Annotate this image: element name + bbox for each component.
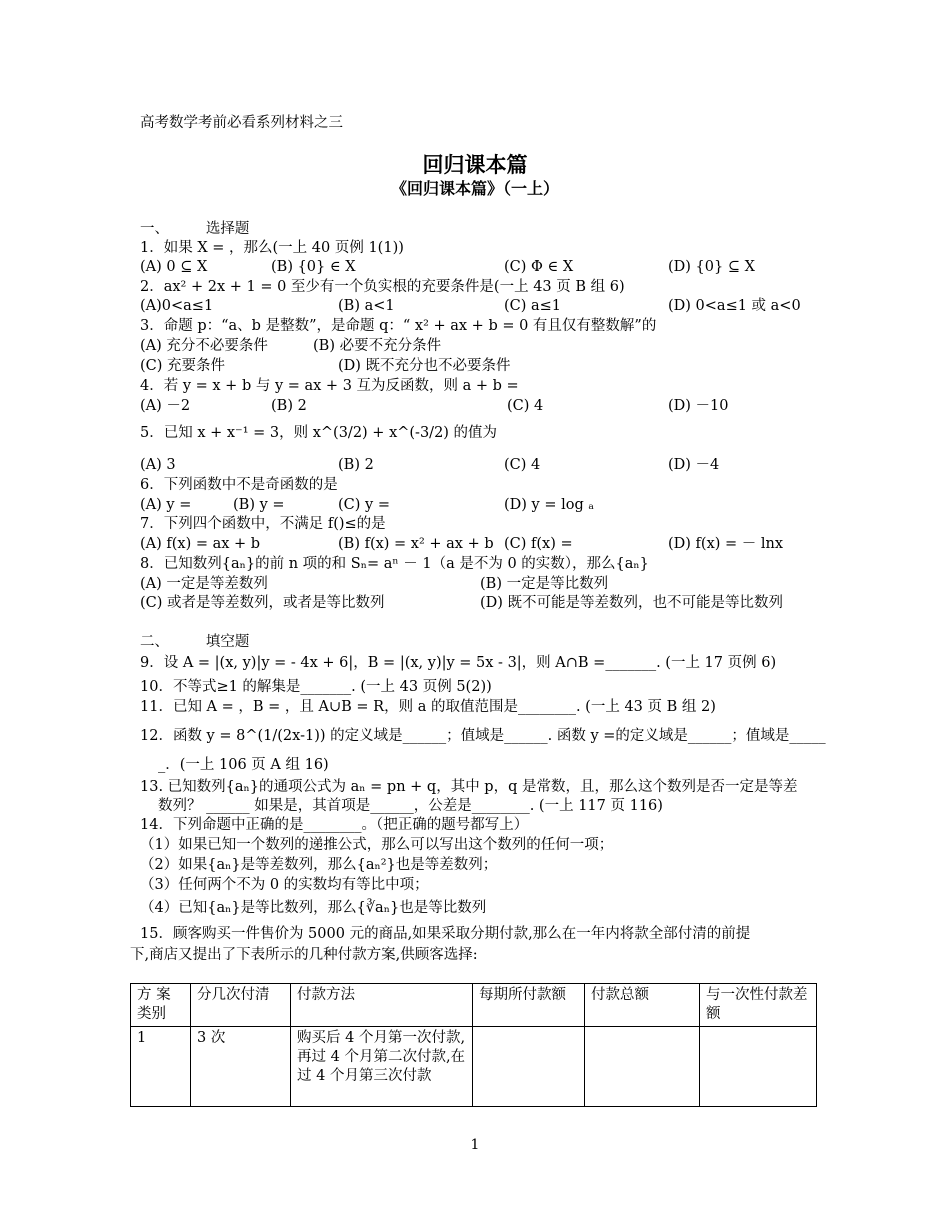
table-header-cell: 每期所付款额 — [473, 984, 585, 1027]
q5-option-b: (B) 2 — [338, 457, 374, 473]
question-12-line-1: 12．函数 y = 8^(1/(2x-1)) 的定义域是______；值域是______. 函数 y =的定义域是______；值域是_____ — [140, 728, 826, 744]
q7-option-d: (D) f(x) = － lnx — [668, 536, 784, 552]
q7-option-b: (B) f(x) = x² + ax + b — [338, 536, 494, 552]
q14-item-1: （1）如果已知一个数列的递推公式，那么可以写出这个数列的任何一项； — [140, 837, 614, 853]
q7-option-c: (C) f(x) = — [504, 536, 573, 552]
q2-option-d: (D) 0<a≤1 或 a<0 — [668, 298, 801, 314]
q2-option-b: (B) a<1 — [338, 298, 395, 314]
q14-item-4: （4）已知{aₙ}是等比数列，那么{∛aₙ}也是等比数列 — [140, 900, 487, 916]
table-header-cell: 付款总额 — [585, 984, 700, 1027]
table-cell: 1 — [131, 1027, 191, 1107]
q1-option-a: (A) 0 ⊆ X — [140, 259, 208, 275]
payment-plan-table — [130, 983, 817, 1107]
table-row — [131, 1027, 817, 1107]
q4-option-d: (D) －10 — [668, 398, 729, 414]
table-header-row — [131, 984, 817, 1027]
q6-option-a: (A) y = — [140, 497, 192, 513]
question-1: 1．如果 X = ，那么(一上 40 页例 1(1)) — [140, 240, 404, 256]
q14-item-2: （2）如果{aₙ}是等差数列，那么{aₙ²}也是等差数列； — [140, 857, 498, 873]
question-11: 11．已知 A = ，B = ，且 A∪B = R，则 a 的取值范围是________. (一上 43 页 B 组 2) — [140, 699, 716, 715]
question-14: 14．下列命题中正确的是________。（把正确的题号都写上） — [140, 817, 529, 833]
question-13-line-2: 数列？ ______ 如果是，其首项是______，公差是________. (一上 117 页 116) — [158, 798, 663, 814]
q1-option-b: (B) {0} ∈ X — [271, 259, 356, 275]
table-header-cell: 与一次性付款差额 — [700, 984, 817, 1027]
page-title: 回归课本篇 — [422, 152, 528, 177]
question-5: 5．已知 x + x⁻¹ = 3，则 x^(3/2) + x^(-3/2) 的值为 — [140, 425, 498, 441]
series-header: 高考数学考前必看系列材料之三 — [140, 115, 343, 131]
q1-option-c: (C) Φ ∈ X — [504, 259, 574, 275]
section-choice-heading: 一、 选择题 — [140, 221, 250, 237]
q3-option-d: (D) 既不充分也不必要条件 — [338, 358, 511, 374]
table-header-cell: 付款方法 — [291, 984, 473, 1027]
q5-option-a: (A) 3 — [140, 457, 176, 473]
table-header-cell: 方 案 类别 — [131, 984, 191, 1027]
q8-option-d: (D) 既不可能是等差数列，也不可能是等比数列 — [480, 595, 784, 611]
q3-option-a: (A) 充分不必要条件 — [140, 338, 268, 354]
table-cell — [700, 1027, 817, 1107]
q6-option-d: (D) y = log ₐ — [504, 497, 594, 513]
table-cell: 3 次 — [191, 1027, 291, 1107]
question-9: 9．设 A = |(x, y)|y = - 4x + 6|，B = |(x, y)|y = 5x - 3|，则 A∩B =_______. (一上 17 页例 6) — [140, 655, 777, 671]
q4-option-b: (B) 2 — [271, 398, 307, 414]
q6-option-c: (C) y = — [338, 497, 390, 513]
q14-item-3: （3）任何两个不为 0 的实数均有等比中项； — [140, 877, 429, 893]
q2-option-c: (C) a≤1 — [504, 298, 562, 314]
page-subtitle: 《回归课本篇》（一上） — [390, 179, 559, 198]
question-15-line-1: 15．顾客购买一件售价为 5000 元的商品,如果采取分期付款,那么在一年内将款全部付清的前提 — [140, 926, 751, 942]
page-number: 1 — [470, 1137, 480, 1153]
q5-option-d: (D) －4 — [668, 457, 720, 473]
q6-option-b: (B) y = — [233, 497, 285, 513]
q3-option-b: (B) 必要不充分条件 — [313, 338, 442, 354]
table-cell — [585, 1027, 700, 1107]
question-13-line-1: 13. 已知数列{aₙ}的通项公式为 aₙ = pn + q，其中 p，q 是常数，且，那么这个数列是否一定是等差 — [140, 779, 798, 795]
q2-option-a: (A)0<a≤1 — [140, 298, 214, 314]
q5-option-c: (C) 4 — [504, 457, 541, 473]
question-7: 7．下列四个函数中，不满足 f()≤的是 — [140, 516, 386, 532]
table-header-cell: 分几次付清 — [191, 984, 291, 1027]
q7-option-a: (A) f(x) = ax + b — [140, 536, 261, 552]
q8-option-a: (A) 一定是等差数列 — [140, 576, 268, 592]
question-8: 8．已知数列{aₙ}的前 n 项的和 Sₙ= aⁿ － 1（a 是不为 0 的实数），那么{aₙ} — [140, 556, 649, 572]
q4-option-c: (C) 4 — [507, 398, 544, 414]
question-6: 6．下列函数中不是奇函数的是 — [140, 477, 338, 493]
q1-option-d: (D) {0} ⊆ X — [668, 259, 755, 275]
question-12-line-2: _．(一上 106 页 A 组 16) — [158, 757, 329, 773]
table-cell: 购买后 4 个月第一次付款,再过 4 个月第二次付款,在过 4 个月第三次付款 — [291, 1027, 473, 1107]
question-4: 4．若 y = x + b 与 y = ax + 3 互为反函数，则 a + b = — [140, 378, 519, 394]
q4-option-a: (A) －2 — [140, 398, 191, 414]
question-2: 2．ax² + 2x + 1 = 0 至少有一个负实根的充要条件是(一上 43 页 B 组 6) — [140, 279, 625, 295]
q3-option-c: (C) 充要条件 — [140, 358, 226, 374]
section-fill-heading: 二、 填空题 — [140, 634, 250, 650]
q8-option-c: (C) 或者是等差数列，或者是等比数列 — [140, 595, 385, 611]
question-3: 3．命题 p：“a、b 是整数”，是命题 q：“ x² + ax + b = 0 有且仅有整数解”的 — [140, 318, 657, 334]
question-10: 10．不等式≥1 的解集是_______. (一上 43 页例 5(2)) — [140, 679, 492, 695]
q8-option-b: (B) 一定是等比数列 — [480, 576, 609, 592]
table-cell — [473, 1027, 585, 1107]
question-15-line-2: 下,商店又提出了下表所示的几种付款方案,供顾客选择: — [130, 947, 478, 963]
